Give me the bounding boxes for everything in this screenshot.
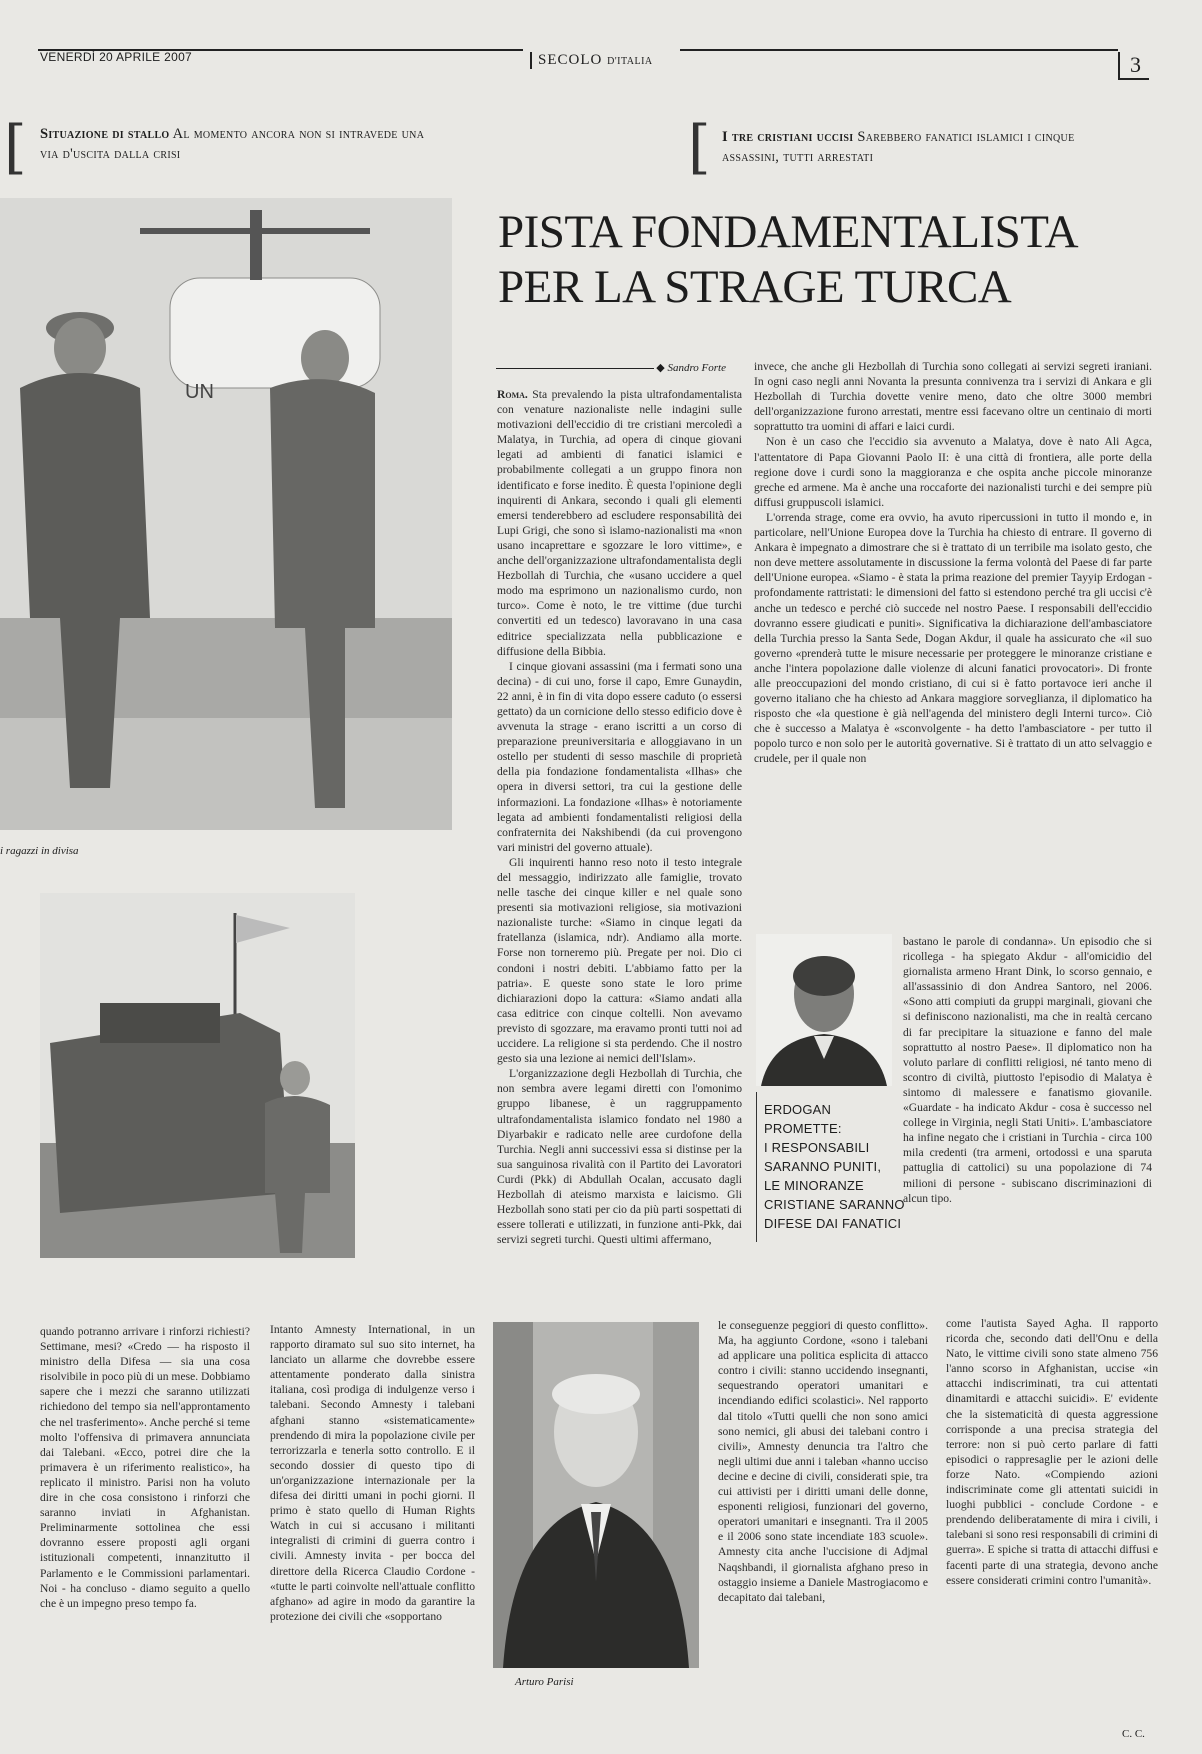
page-number: 3 — [1118, 52, 1149, 80]
article-signature: C. C. — [1122, 1728, 1145, 1740]
paragraph: L'orrenda strage, come era ovvio, ha avuto ripercussioni in tutto il mondo e, in particolare, nell'Unione Europea dove la Turchia ha chiesto di entrare. Il governo di Ankara è impegnato a dimostrare che si è trattato di un terribile ma isolato gesto, che non deve mettere assolutamente in discussione la ferma volontà del Paese di far parte dell'Unione europea. «Siamo - è stata la prima reazione del premier Tayyip Erdogan - profondamente rattristati: le dimensioni del fatto si estendono perché tra gli uccisi c'è anche un tedesco e perché ciò succede nel nostro Paese. I responsabili dell'eccidio dovranno essere giudicati e puniti». Significativa la dichiarazione dell'ambasciatore della Turchia presso la Santa Sede, Dogan Akdur, il quale ha assicurato che «il suo governo «prenderà tutte le misure necessarie per proteggere le minoranze cristiane e anche l'intera popolazione dalle violenze di alcuni fanatici provocatori». Di fronte alle preoccupazioni del mondo cristiano, di cui si è fatto portavoce ieri anche il governo italiano che ha chiesto ad Ankara maggiore sorveglianza, il diplomatico ha risposto che «la questione è già nell'agenda del ministero degli Interni turco». Ciò che è successo a Malatya è «sconvolgente - ha detto l'ambasciatore - per tutto il popolo turco e non solo per le autorità governative. Si è trattato di un atto selvaggio e crudele, per il quale non — [754, 510, 1152, 766]
paragraph: Intanto Amnesty International, in un rapporto diramato sul suo sito internet, ha lanciato un allarme che dovrebbe essere attentamente ponderato dalla sinistra italiana, così prodiga di indulgenze verso i talebani. Secondo Amnesty i talebani afghani stanno «sistematicamente» prendendo di mira la popolazione civile per terrorizzarla e tenerla sotto controllo. E il secondo dossier di questo tipo di un'organizzazione internazionale per la difesa dei diritti umani in pochi giorni. Il primo è stato quello di Human Rights Watch in cui si accusano i militanti integralisti di crimini di guerra contro i civili. Amnesty invita - per bocca del direttore della Ricerca Claudio Cordone - «tutte le parti coinvolte nell'attuale conflitto afghano» ad agire in modo da garantire la protezione dei civili che «sopportano — [270, 1323, 475, 1623]
article-column — [40, 1324, 250, 1742]
kicker-bracket-icon: [ — [688, 113, 711, 181]
pull-quote-line: LE MINORANZE — [764, 1178, 864, 1193]
article-column — [270, 1322, 475, 1742]
paragraph: L'organizzazione degli Hezbollah di Turchia, che non sembra avere legami diretti con l'omonimo gruppo libanese, è un raggruppamento ultrafondamentalista islamico fondato nel 1980 a Diyarbakir e radicato nelle aree curdofone della Turchia. Negli anni successivi essa si distinse per la sua sanguinosa rivalità con il Partito dei Lavoratori Curdi (Pkk) di Abdullah Ocalan, accusato dagli Hezbollah di ateismo marxista e laicismo. Gli Hezbollah sono stati per cio da più parti sospettati di essere tollerati e utilizzati, in funzione anti-Pkk, dai servizi segreti turchi. Questi ultimi affermano, — [497, 1067, 742, 1247]
paper-name-sub: D'ITALIA — [607, 56, 653, 67]
kicker-left-bold: Situazione di stallo — [40, 126, 170, 142]
byline — [496, 361, 726, 374]
masthead-paper-name — [530, 52, 653, 69]
kicker-bracket-icon: [ — [4, 113, 27, 181]
paragraph: come l'autista Sayed Agha. Il rapporto ricorda che, secondo dati dell'Onu e della Nato, le vittime civili sono state almeno 756 l'anno scorso in Afghanistan, uccise «in attacchi indiscriminati, tra cui attentati dinamitardi e attacchi suicidi». E' evidente che la sistematicità di questa aggressione corrisponde a una precisa strategia del terrore: non si può certo parlare di fatti episodici o rappresaglie per le azioni delle forze Nato. «Compiendo azioni indiscriminate come gli attentati suicidi in luoghi pubblici - conclude Cordone - e prendendo deliberatamente di mira i civili, i talebani si sono resi responsabili di crimini di guerra». E spiche si tratta di attacchi diffusi e facenti parte di una strategia, devono anche essere considerati crimini contro l'umanità». — [946, 1317, 1158, 1587]
byline-author: Sandro Forte — [667, 362, 726, 374]
kicker-right — [722, 127, 1082, 167]
paragraph: le conseguenze peggiori di questo conflitto». Ma, ha aggiunto Cordone, «sono i talebani ad applicare una politica esplicita di attacco contro i civili: stanno uccidendo insegnanti, sequestrando operatori umanitari e incendiando edifici scolastici». Nel rapporto dal titolo «Tutti quelli che non sono amici sono nemici, gli abusi dei talebani contro i civili», Amnesty denuncia tra l'altro che negli ultimi due anni i taleban «hanno ucciso decine e decine di civili, considerati spie, tra cui attivisti per i diritti umani delle donne, esponenti religiosi, funzionari del governo, operatori umanitari e insegnanti. Tra il 2005 e il 2006 sono state incendiate 183 scuole». Amnesty cita anche l'uccisione di Adjmal Naqshbandi, il giornalista afghano preso in ostaggio insieme a Daniele Mastrogiacomo e decapitato dai talebani, — [718, 1319, 928, 1604]
paragraph: Gli inquirenti hanno reso noto il testo integrale del messaggio, indirizzato alle famiglie, trovato nelle tasche dei cinque killer e nel quale sono presenti sia motivazioni religiose, sia motivazioni nazionaliste turche: «Siamo in cinque legati da fratellanza (islamica, ndr). Andiamo alla morte. Forse non torneremo più. Pregate per noi. Dio ci condoni i nostri debiti. L'abbiamo fatto per la patria». E queste sono state le loro prime dichiarazioni dopo la cattura: «Siamo andati alla casa editrice con cinque coltelli. Non avevamo previsto di sgozzare, ma eravamo pronti tutti noi ad uccidere. La religione si sta perdendo. Che il nostro gesto sia una lezione ai nemici dell'Islam». — [497, 855, 742, 1066]
helicopter-marking: UN — [185, 381, 214, 403]
kicker-left-text: Al momento ancora non si intravede una via d'uscita dalla crisi — [40, 126, 425, 162]
pull-quote-line: ERDOGAN PROMETTE: — [764, 1102, 842, 1136]
photo-erdogan-portrait — [756, 934, 892, 1086]
paragraph — [497, 387, 742, 659]
kicker-right-bold: I tre cristiani uccisi — [722, 129, 854, 145]
headline-line-2: PER LA STRAGE TURCA — [498, 261, 1012, 313]
masthead-rule — [680, 49, 1118, 51]
paper-name-main: SECOLO — [538, 52, 603, 68]
tank-illustration — [40, 893, 355, 1258]
paragraph: bastano le parole di condanna». Un episodio che si ricollega - ha spiegato Akdur - all'omicidio del giornalista armeno Hrant Dink, lo scorso gennaio, e all'assassinio di don Andrea Santoro, nel 2006. «Sono atti compiuti da gruppi marginali, giovani che si definiscono nazionalisti, ma che in realtà cercano di far precipitare la situazione e fanno del male soprattutto al nostro Paese». Il diplomatico non ha voluto parlare di conflitti religiosi, né tanto meno di scontro di civiltà, piuttosto l'episodio di Malatya è sintomo di malessere e fanatismo giovanile. «Guardate - ha indicato Akdur - cosa è successo nel college in Virginia, negli Stati Uniti». L'ambasciatore ha infine negato che i cristiani in Turchia - circa 100 mila credenti (tra armeni, ortodossi e una sparuta pattuglia di cattolici) su una popolazione di 74 milioni di persone - subiscano discriminazioni di alcun tipo. — [903, 935, 1152, 1205]
kicker-left — [40, 124, 440, 164]
article-column — [754, 359, 1152, 924]
pull-quote-line: SARANNO PUNITI, — [764, 1159, 882, 1174]
photo-caption: Arturo Parisi — [515, 1676, 574, 1688]
article-column — [903, 934, 1152, 1258]
kicker-right-text: Sarebbero fanatici islamici i cinque assassini, tutti arrestati — [722, 129, 1075, 165]
pull-quote-line: DIFESE DAI FANATICI — [764, 1216, 902, 1231]
paragraph: invece, che anche gli Hezbollah di Turchia sono collegati ai servizi segreti iraniani. In ogni caso negli anni Novanta la presunta connivenza tra i servizi di Ankara e gli Hezbollah di Turchia dovette venire meno, dato che oltre 3000 membri dell'organizzazione furono arrestati, mentre essi facevano oltre un centinaio di morti soprattutto tra uomini di affari e laici curdi. — [754, 360, 1152, 434]
photo-arturo-parisi — [493, 1322, 699, 1668]
pull-quote-line: CRISTIANE SARANNO — [764, 1197, 905, 1212]
photo-tank — [40, 893, 355, 1258]
headline — [498, 205, 1148, 315]
portrait-illustration — [493, 1322, 699, 1668]
photo-caption: i ragazzi in divisa — [0, 845, 79, 857]
pull-quote-line: I RESPONSABILI — [764, 1140, 870, 1155]
byline-diamond-icon: ◆ — [656, 362, 668, 374]
soldiers-illustration — [0, 198, 452, 830]
paragraph: Non è un caso che l'eccidio sia avvenuto a Malatya, dove è nato Ali Agca, l'attentatore di Papa Giovanni Paolo II: è una città di frontiera, alle porte della regione dove i curdi sono la maggioranza e che ospita anche piccole minoranze greche ed armene. Ma è anche una roccaforte dei nazionalisti turchi e dei sempre più diffusi gruppuscoli islamici. — [754, 435, 1152, 509]
photo-soldiers-helicopter — [0, 198, 452, 830]
paragraph-text: Sta prevalendo la pista ultrafondamentalista con venature nazionaliste nelle indagini sulle motivazioni dell'eccidio di tre cristiani mercoledì a Malatya, in Turchia, ad opera di cinque giovani legati ad ambienti di fanatici islamici e probabilmente collegati a un gruppo finora non identificato e forse inedito. È questa l'opinione degli inquirenti di Ankara, secondo i quali gli elementi emersi tenderebbero ad escludere responsabilità dei Lupi Grigi, che sono sì islamo-nazionalisti ma «non usano incaprettare e sgozzare le loro vittime», e anche dell'organizzazione ultrafondamentalista degli Hezbollah di Turchia, che «usano uccidere a quel modo ma esprimono un nazionalismo curdo, non turco». Come è noto, le tre vittime (due turchi convertiti ed un tedesco) lavoravano in una casa editrice specializzata nella pubblicazione e diffusione della Bibbia. — [497, 388, 742, 658]
dateline: Roma. — [497, 388, 528, 401]
article-column — [718, 1318, 928, 1744]
pull-quote — [764, 1100, 906, 1233]
portrait-illustration — [756, 934, 892, 1086]
article-column — [946, 1316, 1158, 1726]
article-column — [497, 387, 742, 1259]
headline-line-1: PISTA FONDAMENTALISTA — [498, 206, 1079, 258]
paragraph: quando potranno arrivare i rinforzi richiesti? Settimane, mesi? «Credo — ha risposto il ministro della Difesa — sia una cosa risolvibile in poco più di un mese. Dobbiamo sapere che i mezzi che saranno utilizzati richiedono del tempo sia nell'approntamento che nel trasferimento». Anche perché si teme molto l'offensiva di primavera annunciata dai Talebani. «Ecco, potrei dire che la primavera è un riferimento realistico», ha replicato il ministro. Parisi non ha voluto dire in che cosa consistono i rinforzi che saranno inviati in Afghanistan. Preliminarmente sottolinea che essi dovranno essere proposti agli organi istituzionali competenti, innanzitutto il Parlamento e le Commissioni parlamentari. Noi - ha concluso - diamo seguito a quello che è un impegno preso tempo fa. — [40, 1325, 250, 1610]
paragraph: I cinque giovani assassini (ma i fermati sono una decina) - di cui uno, forse il capo, Emre Gunaydin, 22 anni, è in fin di vita dopo essere caduto (o essersi gettato) da un cornicione dello stesso edificio dove è avvenuta la strage - erano iscritti a un corso di preparazione preuniversitaria e alloggiavano in un ostello per studenti di sesso maschile di proprietà della pia fondazione fondamentalista «Ilhas» che opera in diversi settori, tra cui la gestione delle informazioni. La fondazione «Ilhas» è notoriamente legata ad ambienti fondamentalisti religiosi della confraternita dei Nakshibendi (da cui provengono vari ministri del governo attuale). — [497, 659, 742, 854]
masthead-date: VENERDÌ 20 APRILE 2007 — [40, 50, 193, 64]
pull-quote-rule — [756, 1092, 757, 1242]
